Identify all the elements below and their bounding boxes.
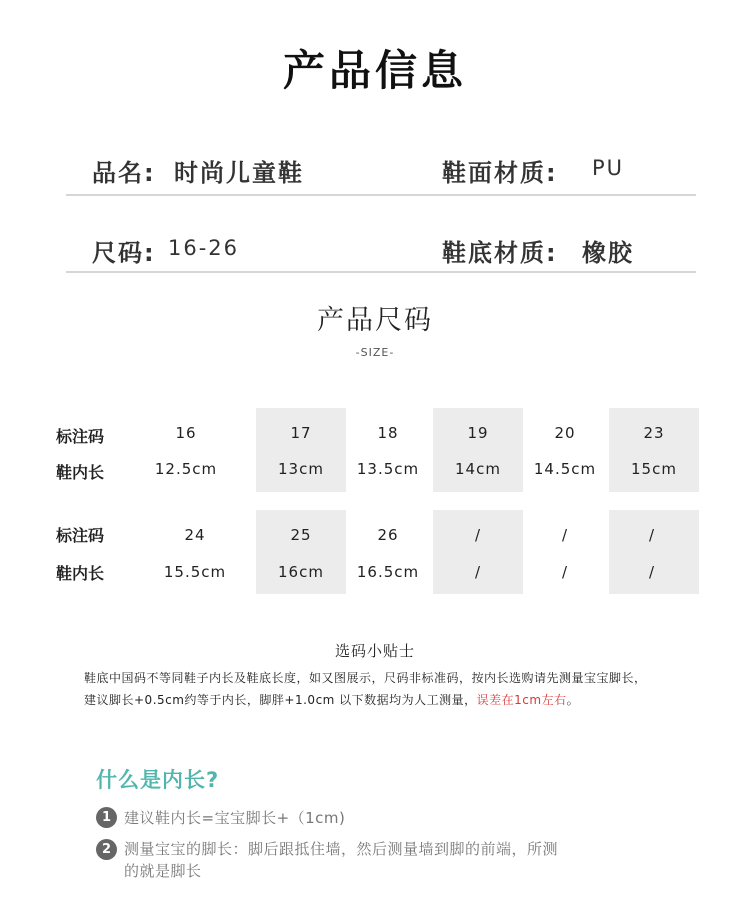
product-name-value: 时尚儿童鞋 [174,159,304,187]
size-code-cell: 18 [377,424,399,442]
row-label-code: 标注码 [56,526,105,545]
row-label-code: 标注码 [56,427,105,446]
size-code-cell: 17 [290,424,312,442]
size-value: 16-26 [168,236,240,260]
size-table-block [0,408,750,492]
row-label-length: 鞋内长 [56,564,105,583]
info-divider [66,194,696,196]
tips-line-2 [84,691,579,708]
inner-length-cell: 12.5cm [154,460,218,478]
size-label: 尺码: [92,239,156,267]
cell-shade [433,408,523,492]
inner-length-cell: 15.5cm [163,563,227,581]
upper-material-label: 鞋面材质: [442,159,558,187]
cell-shade [433,510,523,594]
inner-length-item-1: 建议鞋内长=宝宝脚长+（1cm) [124,809,346,827]
cell-shade [609,408,699,492]
sole-material-value: 橡胶 [582,239,634,267]
tips-error-note: 误差在1cm左右 [476,693,567,707]
inner-length-cell: 14cm [455,460,501,478]
size-code-cell: 24 [184,526,206,544]
size-code-cell: 25 [290,526,312,544]
size-code-cell: 26 [377,526,399,544]
row-label-length: 鞋内长 [56,463,105,482]
info-divider [66,271,696,273]
size-code-cell: 20 [554,424,576,442]
size-code-cell: / [648,526,656,544]
size-section-title: 产品尺码 [317,305,433,336]
inner-length-cell: / [474,563,482,581]
size-code-cell: 16 [175,424,197,442]
number-two-icon: 2 [96,839,117,860]
inner-length-cell: 13.5cm [356,460,420,478]
inner-length-item-2-line-1: 测量宝宝的脚长：脚后跟抵住墙，然后测量墙到脚的前端，所测 [124,840,559,858]
inner-length-cell: / [561,563,569,581]
size-section-subtitle: -SIZE- [355,346,395,359]
tips-line-1: 鞋底中国码不等同鞋子内长及鞋底长度，如又图展示，尺码非标准码，按内长选购请先测量宝宝脚长， [84,671,647,685]
size-code-cell: / [561,526,569,544]
size-code-cell: 19 [467,424,489,442]
cell-shade [256,408,346,492]
inner-length-cell: / [648,563,656,581]
inner-length-item-2-line-2: 的就是脚长 [124,862,202,880]
size-code-cell: / [474,526,482,544]
inner-length-cell: 16.5cm [356,563,420,581]
tips-title: 选码小贴士 [334,642,415,660]
size-code-cell: 23 [643,424,665,442]
product-name-label: 品名: [92,159,156,187]
size-table-block [0,510,750,594]
inner-length-cell: 13cm [278,460,324,478]
inner-length-cell: 16cm [278,563,324,581]
cell-shade [609,510,699,594]
cell-shade [256,510,346,594]
tips-line-2-main: 建议脚长+0.5cm约等于内长，脚胖+1.0cm 以下数据均为人工测量， [84,693,477,707]
inner-length-title: 什么是内长? [96,768,220,792]
number-one-icon: 1 [96,807,117,828]
upper-material-value: PU [592,156,625,180]
inner-length-cell: 15cm [631,460,677,478]
page-title: 产品信息 [282,46,467,95]
tips-line-2-end: 。 [566,693,580,707]
sole-material-label: 鞋底材质: [442,239,558,267]
inner-length-cell: 14.5cm [533,460,597,478]
